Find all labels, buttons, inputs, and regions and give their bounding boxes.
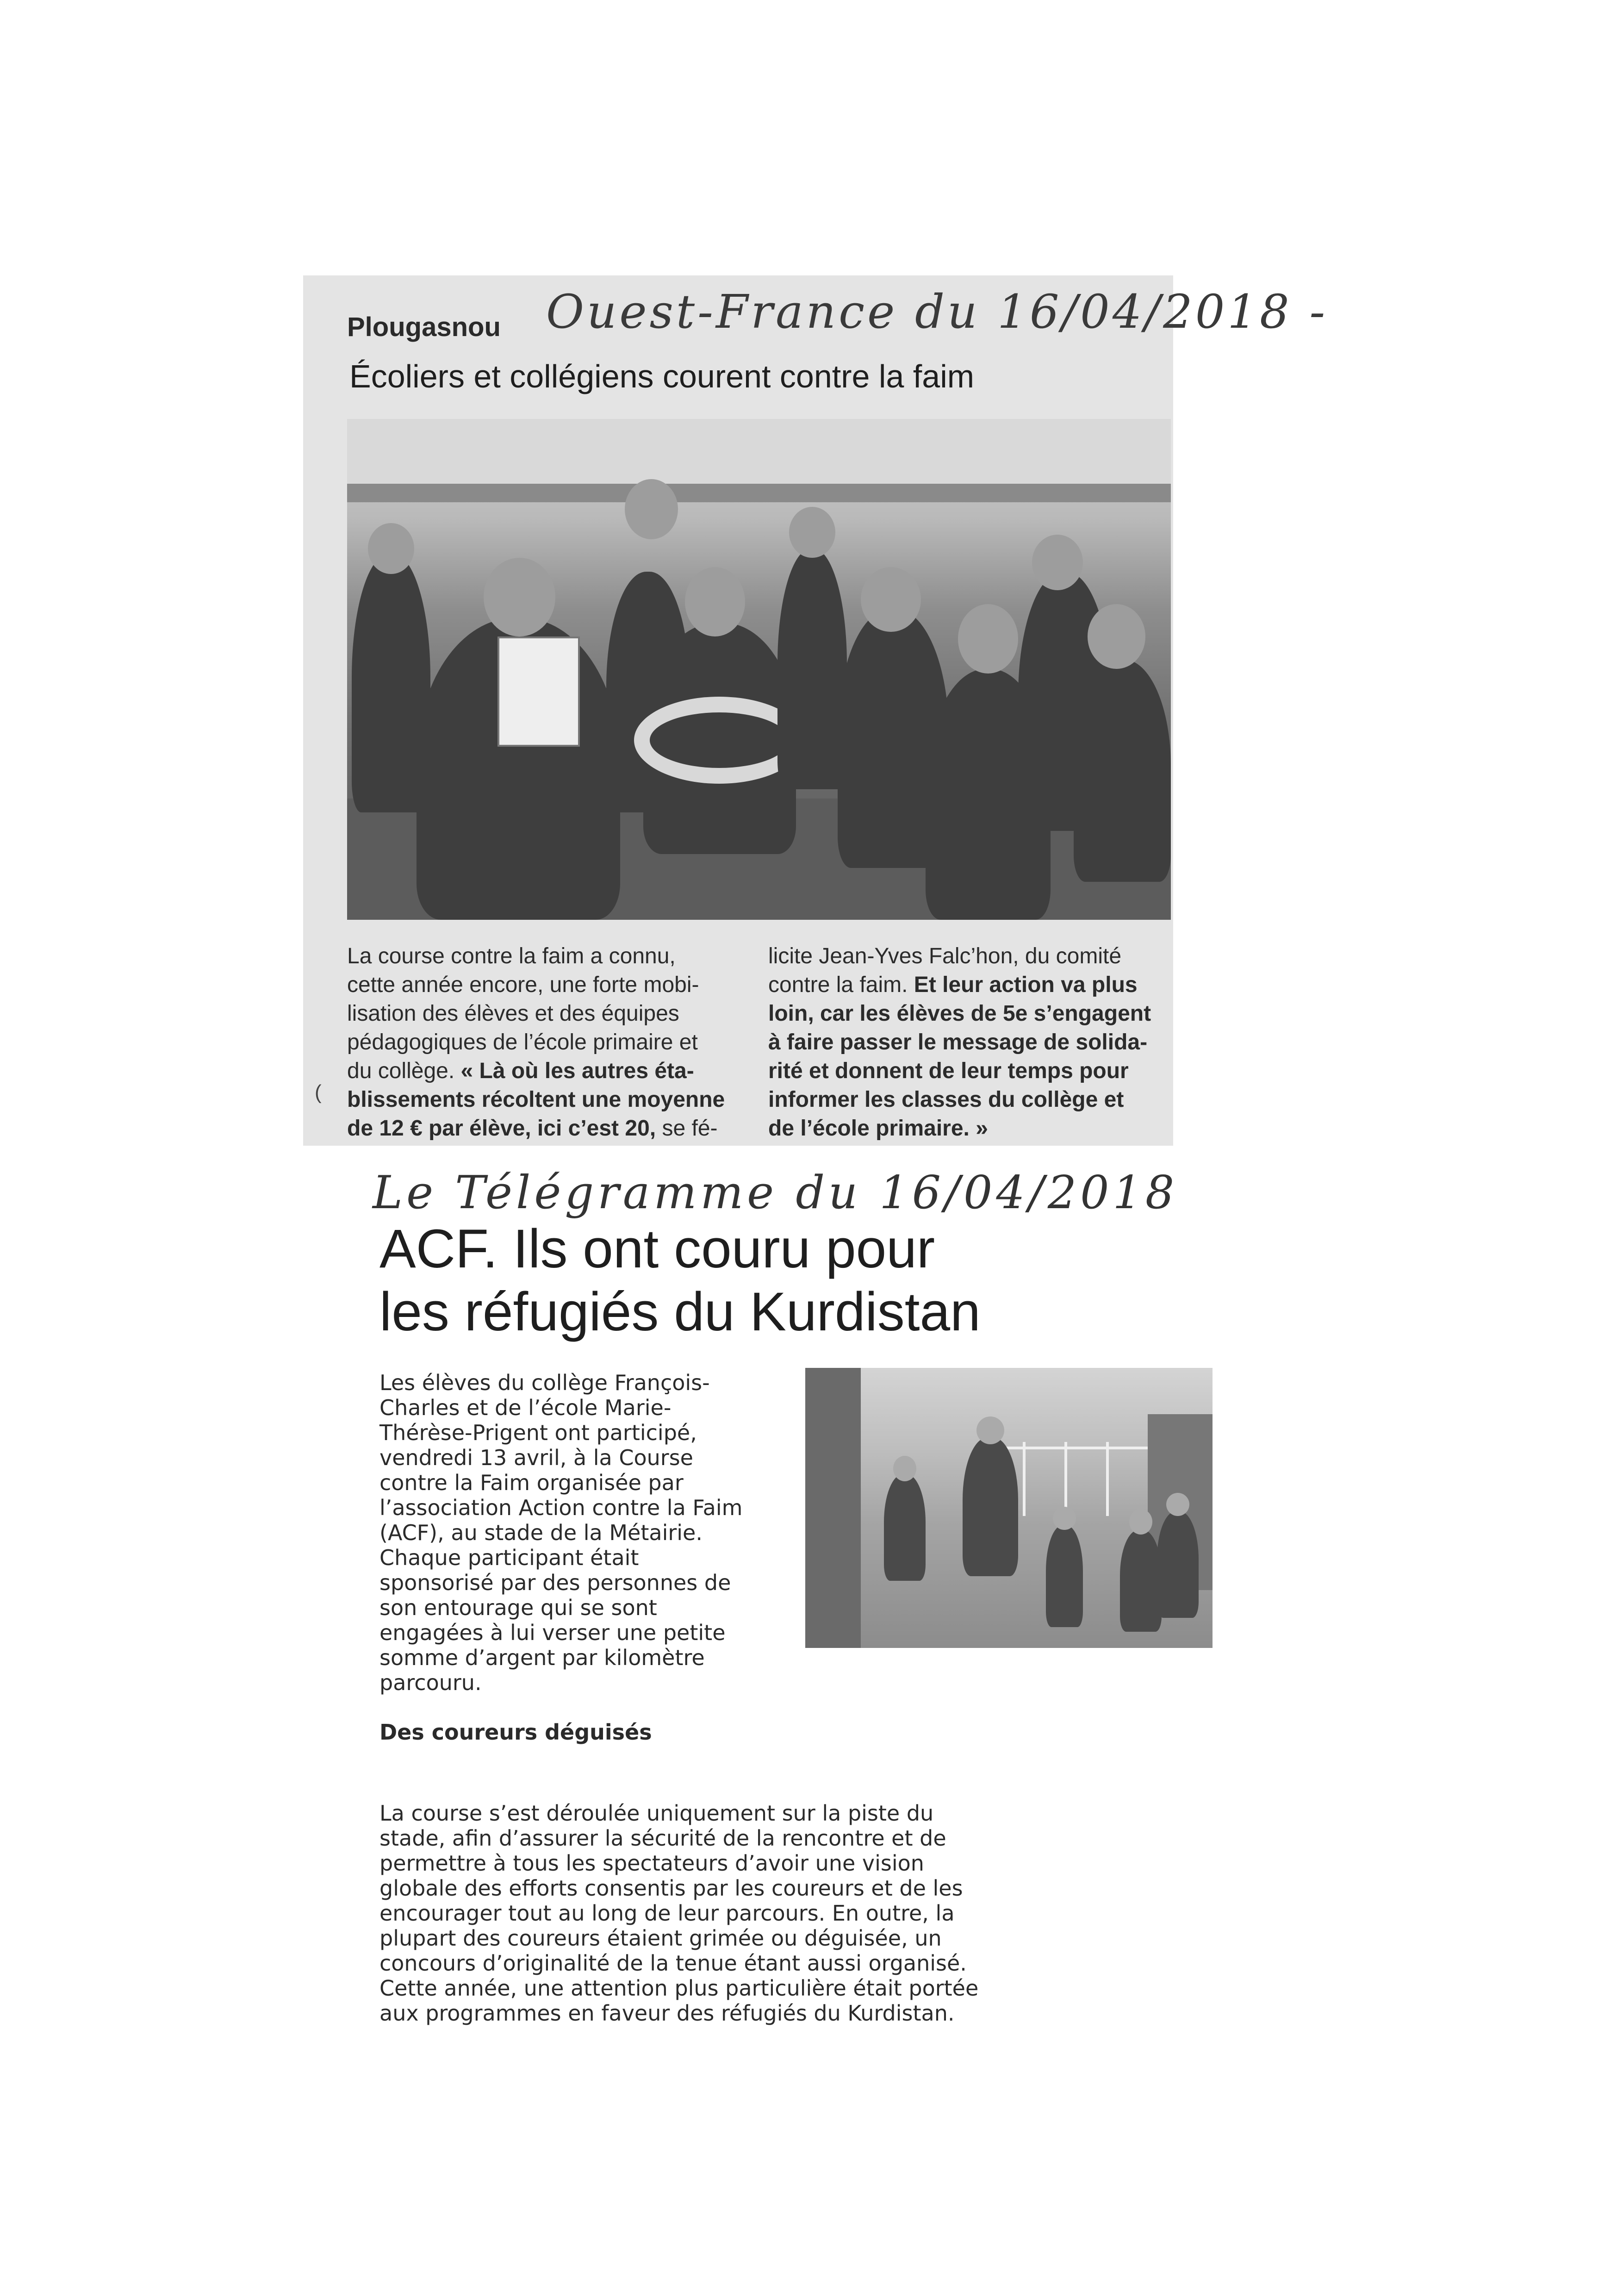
title-line: ACF. Ils ont couru pour bbox=[379, 1218, 935, 1279]
text-line: Thérèse-Prigent ont participé, bbox=[379, 1420, 697, 1445]
text-line: licite Jean-Yves Falc’hon, du comité bbox=[768, 944, 1122, 968]
quote-line: rité et donnent de leur temps pour bbox=[768, 1059, 1129, 1083]
text-line: son entourage qui se sont bbox=[379, 1595, 657, 1620]
handwritten-source-note: Le Télégramme du 16/04/2018 bbox=[373, 1167, 1178, 1219]
quote-line: informer les classes du collège et bbox=[768, 1087, 1124, 1112]
text-line: permettre à tous les spectateurs d’avoir une vision bbox=[379, 1851, 924, 1876]
article-subheading: Des coureurs déguisés bbox=[379, 1720, 652, 1745]
quote-line: blissements récoltent une moyenne bbox=[347, 1087, 725, 1112]
quote-run: « Là où les autres éta- bbox=[460, 1059, 694, 1083]
quote-line: à faire passer le message de solida- bbox=[768, 1030, 1148, 1054]
scan-mark: ( bbox=[315, 1081, 322, 1104]
group-photo bbox=[347, 419, 1171, 920]
text-line: sponsorisé par des personnes de bbox=[379, 1570, 731, 1595]
text-line: vendredi 13 avril, à la Course bbox=[379, 1445, 693, 1470]
article-headline: Écoliers et collégiens courent contre la faim bbox=[349, 358, 975, 394]
quote-run: de 12 € par élève, ici c’est 20, bbox=[347, 1116, 656, 1141]
title-line: les réfugiés du Kurdistan bbox=[379, 1281, 981, 1342]
text-line bbox=[347, 1114, 740, 1143]
text-line: engagées à lui verser une petite bbox=[379, 1620, 726, 1645]
text-column-left bbox=[347, 942, 740, 1143]
text-line: contre la Faim organisée par bbox=[379, 1470, 684, 1495]
text-line: plupart des coureurs étaient grimée ou déguisée, un bbox=[379, 1926, 942, 1951]
le-telegramme-clipping bbox=[352, 1167, 1231, 2037]
rubric-town: Plougasnou bbox=[347, 312, 501, 342]
quote-line: loin, car les élèves de 5e s’engagent bbox=[768, 1001, 1151, 1026]
quote-line: de l’école primaire. » bbox=[768, 1116, 988, 1141]
text-line: Les élèves du collège François- bbox=[379, 1370, 710, 1395]
article-paragraph bbox=[379, 1801, 978, 2026]
text-line: cette année encore, une forte mobi- bbox=[347, 973, 699, 997]
text-run: se fé- bbox=[656, 1116, 718, 1141]
text-line: pédagogiques de l’école primaire et bbox=[347, 1030, 698, 1054]
text-line: somme d’argent par kilomètre bbox=[379, 1645, 705, 1670]
text-line bbox=[347, 1057, 740, 1086]
quote-run: Et leur action va plus bbox=[914, 973, 1138, 997]
text-line: Charles et de l’école Marie- bbox=[379, 1395, 672, 1420]
text-run: du collège. bbox=[347, 1059, 461, 1083]
text-line: La course contre la faim a connu, bbox=[347, 944, 676, 968]
text-run: contre la faim. bbox=[768, 973, 914, 997]
text-line: concours d’originalité de la tenue étant aussi organisé. bbox=[379, 1951, 967, 1976]
text-line: Chaque participant était bbox=[379, 1545, 639, 1570]
handwritten-source-note: Ouest-France du 16/04/2018 - bbox=[546, 285, 1328, 339]
article-title bbox=[379, 1217, 981, 1343]
text-line: aux programmes en faveur des réfugiés du Kurdistan. bbox=[379, 2001, 955, 2026]
text-line: lisation des élèves et des équipes bbox=[347, 1001, 679, 1026]
text-line: l’association Action contre la Faim bbox=[379, 1495, 743, 1520]
text-line bbox=[768, 971, 1162, 999]
text-line: encourager tout au long de leur parcours. En outre, la bbox=[379, 1901, 955, 1926]
text-line: Cette année, une attention plus particulière était portée bbox=[379, 1976, 979, 2001]
text-line: La course s’est déroulée uniquement sur la piste du bbox=[379, 1801, 934, 1826]
text-line: stade, afin d’assurer la sécurité de la rencontre et de bbox=[379, 1826, 946, 1851]
race-photo bbox=[805, 1368, 1213, 1648]
text-column-right bbox=[768, 942, 1162, 1143]
text-line: parcouru. bbox=[379, 1670, 482, 1695]
ouest-france-clipping bbox=[303, 275, 1328, 1146]
article-paragraph bbox=[379, 1370, 742, 1695]
text-line: (ACF), au stade de la Métairie. bbox=[379, 1520, 703, 1545]
text-line: globale des efforts consentis par les coureurs et de les bbox=[379, 1876, 963, 1901]
